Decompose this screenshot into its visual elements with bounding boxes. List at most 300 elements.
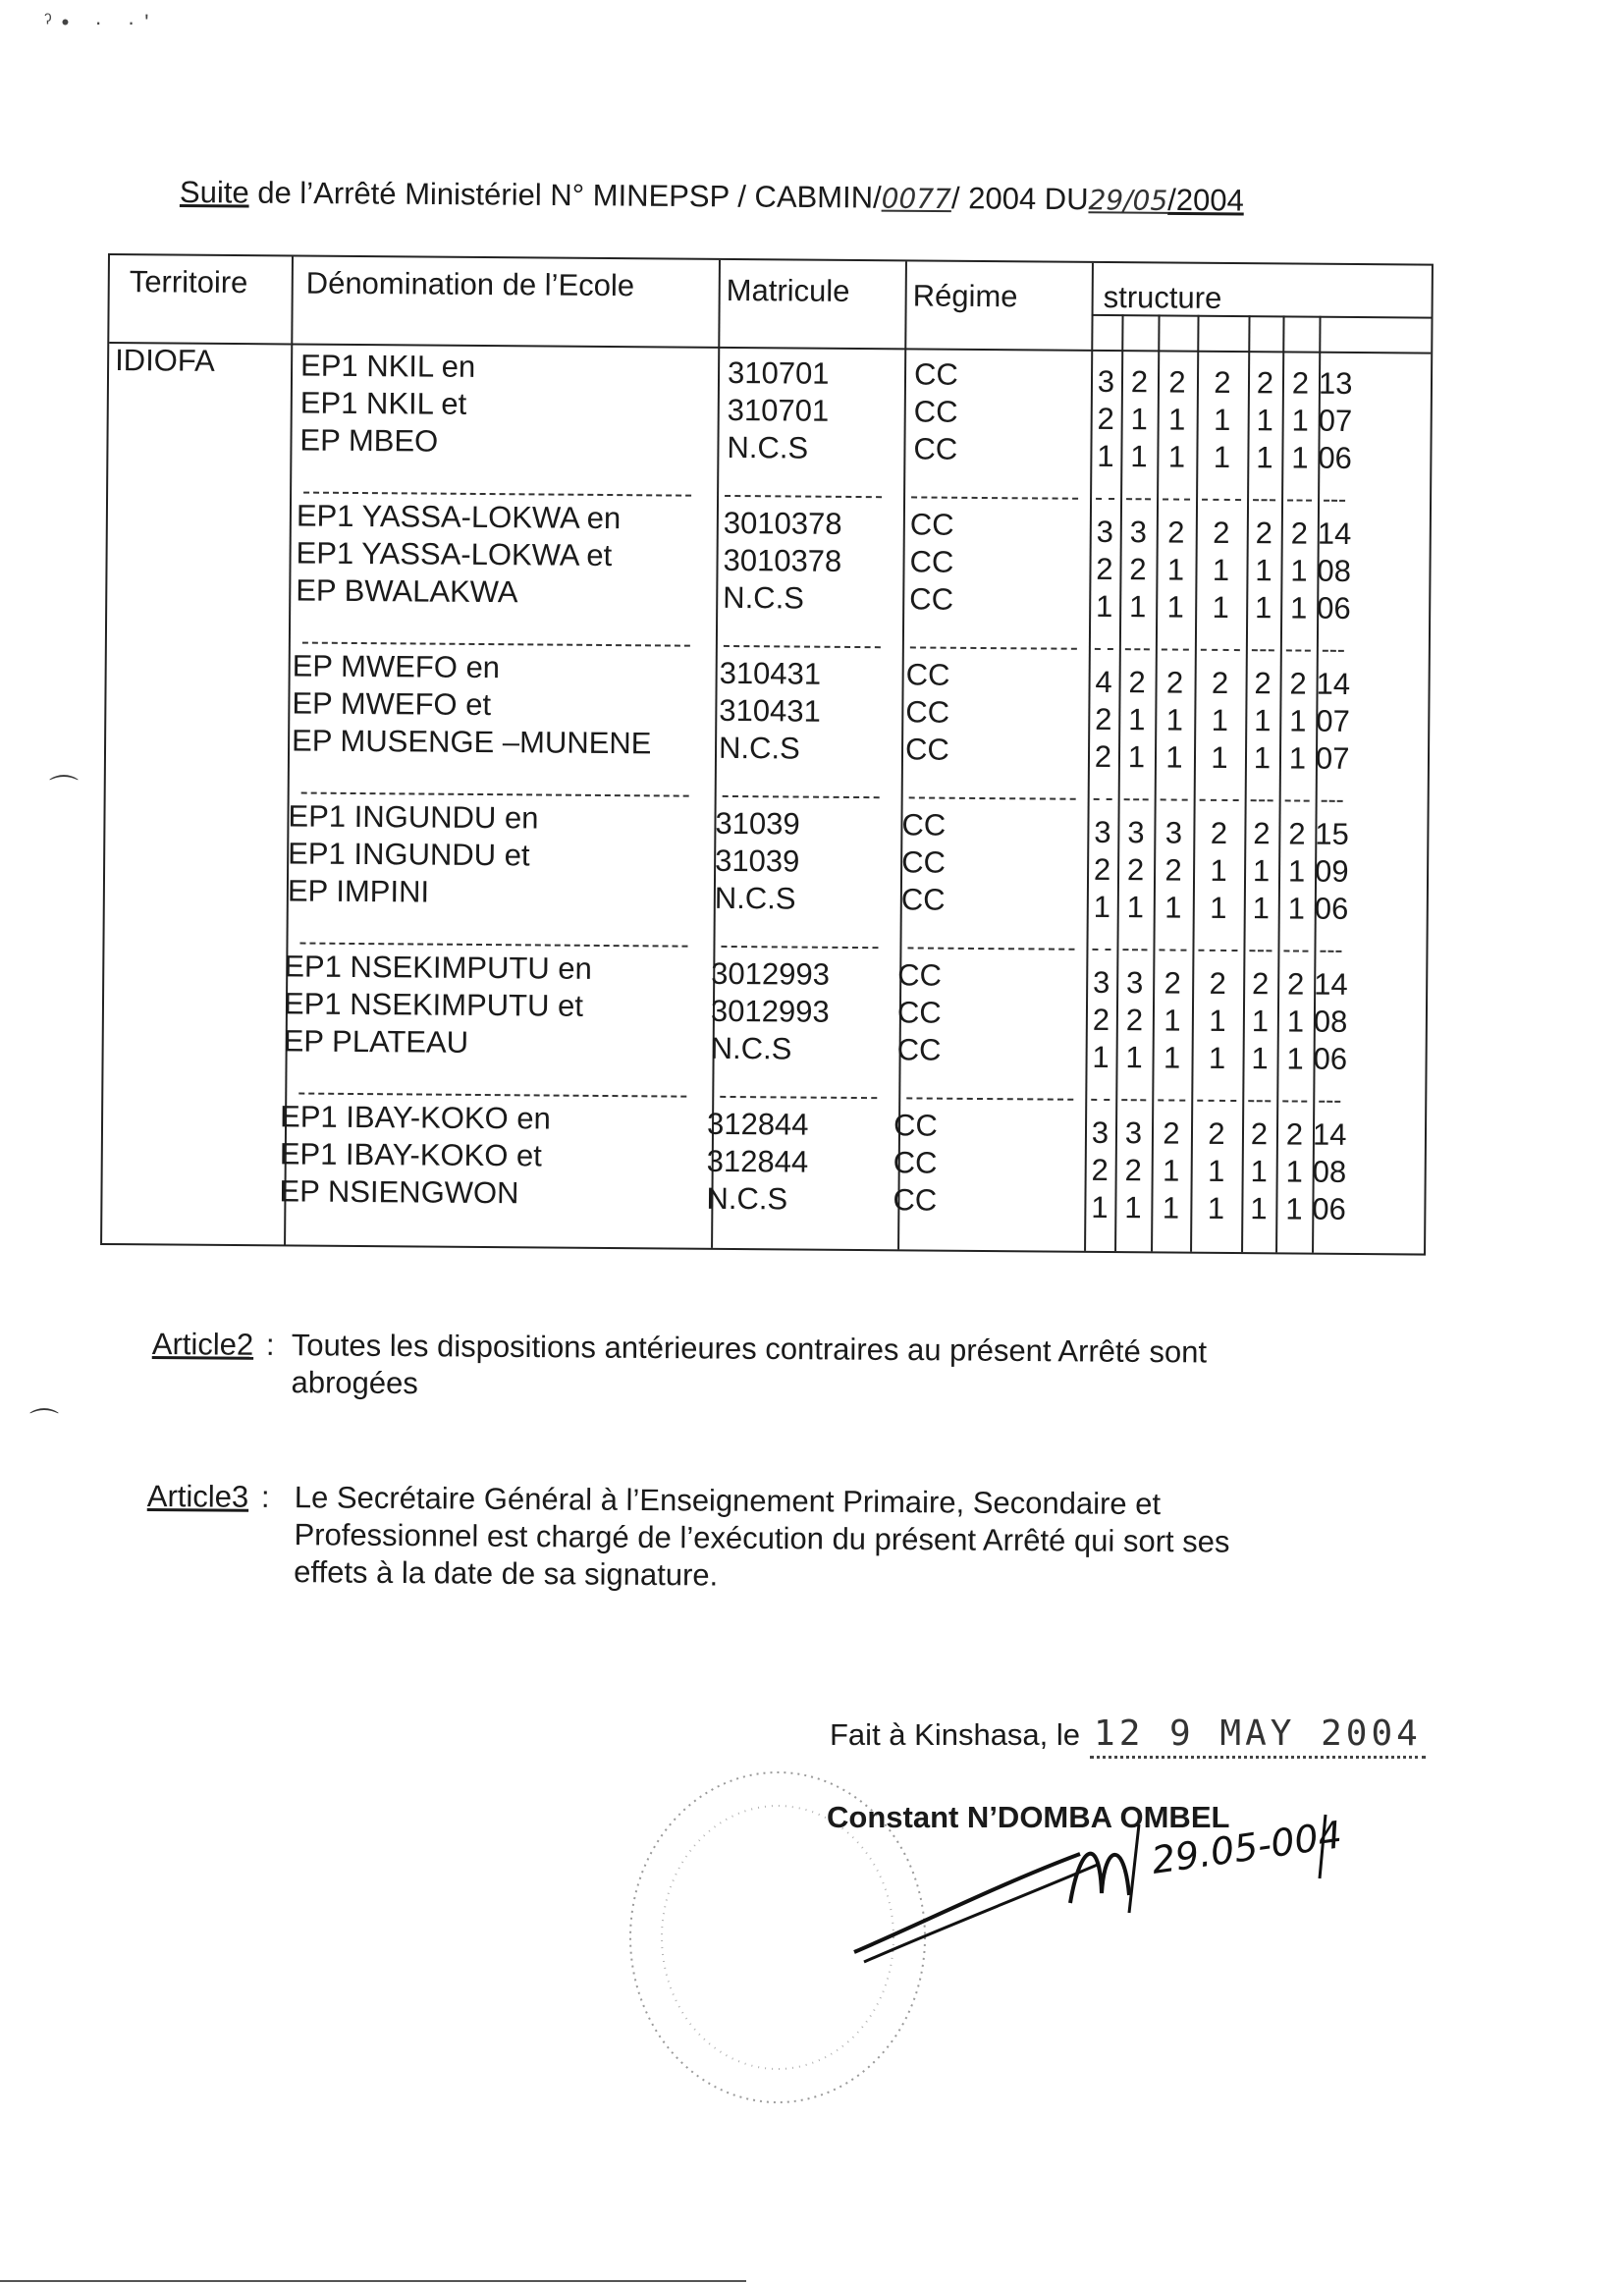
school-name: EP1 YASSA-LOKWA en: [296, 498, 622, 536]
structure-value: 1: [1256, 403, 1273, 438]
group-separator: [1158, 1099, 1185, 1101]
structure-value: 06: [1318, 440, 1353, 475]
structure-value: 1: [1091, 1189, 1109, 1225]
school-name: EP1 INGUNDU et: [288, 836, 530, 873]
structure-value: 2: [1164, 852, 1182, 888]
handwritten-decree-number: 0077: [881, 182, 952, 216]
group-separator: [1091, 1099, 1110, 1101]
structure-value: 1: [1124, 1190, 1142, 1225]
structure-column-values: [1152, 964, 1192, 1076]
structure-value: 1: [1207, 1190, 1225, 1225]
article-2: Article2 : Toutes les dispositions antérieures contraires au présent Arrêté sont abrogées: [152, 1326, 1330, 1372]
structure-value: 2: [1095, 701, 1112, 737]
matricule: 31039: [715, 843, 800, 879]
matricule: N.C.S: [727, 429, 809, 465]
group-separator: [1125, 648, 1150, 650]
structure-value: 1: [1093, 889, 1111, 925]
structure-column-values: [1313, 966, 1347, 1078]
structure-column-values: [1281, 364, 1319, 476]
header-year: / 2004 DU: [950, 181, 1089, 217]
matricule-values: [706, 1106, 808, 1219]
structure-value: 1: [1289, 590, 1308, 625]
school-names: [279, 1098, 551, 1212]
structure-value: 07: [1316, 703, 1350, 738]
school-name: EP MUSENGE –MUNENE: [291, 723, 652, 761]
structure-value: 1: [1256, 440, 1273, 475]
structure-value: 2: [1126, 852, 1145, 888]
structure-value: 2: [1253, 816, 1271, 851]
group-separator: [1249, 950, 1272, 952]
structure-value: 2: [1288, 816, 1306, 851]
structure-column-values: [1190, 1115, 1242, 1227]
structure-value: 1: [1164, 890, 1182, 925]
group-separator: [1159, 949, 1186, 951]
structure-value: 2: [1124, 1153, 1142, 1188]
structure-value: 1: [1255, 553, 1272, 588]
structure-value: 3: [1092, 964, 1110, 1001]
structure-header-divider: [1092, 314, 1432, 319]
structure-value: 3: [1096, 514, 1114, 550]
school-names: [296, 498, 621, 613]
structure-column-values: [1194, 665, 1246, 777]
school-names: [299, 348, 475, 461]
structure-column-values: [1276, 965, 1314, 1077]
article-3-line-3: effets à la date de sa signature.: [294, 1554, 719, 1593]
regime-values: [897, 956, 943, 1068]
school-name: EP1 NKIL en: [299, 348, 476, 384]
group-separator: [1200, 799, 1239, 801]
group-separator: [1202, 499, 1241, 501]
regime: CC: [897, 957, 943, 993]
matricule-values: [719, 655, 821, 768]
matricule: 3010378: [723, 505, 842, 541]
article-3-line-2: Professionnel est chargé de l’exécution du présent Arrêté qui sort ses: [294, 1517, 1230, 1559]
structure-column-values: [1085, 964, 1116, 1076]
signer-name: Constant N’DOMBA OMBEL: [827, 1800, 1230, 1834]
structure-column-values: [1117, 814, 1155, 926]
structure-value: 2: [1092, 1002, 1110, 1038]
group-separator: [1253, 499, 1275, 501]
structure-value: 1: [1285, 1191, 1303, 1226]
structure-column-values: [1084, 1115, 1115, 1226]
article-3-line-1: Le Secrétaire Général à l’Enseignement Primaire, Secondaire et: [294, 1480, 1162, 1522]
structure-value: 1: [1287, 853, 1306, 889]
structure-column-values: [1242, 965, 1277, 1077]
structure-value: 1: [1207, 1153, 1225, 1188]
structure-value: 1: [1211, 702, 1229, 737]
structure-value: 1: [1125, 1040, 1143, 1075]
structure-column-values: [1312, 1116, 1346, 1228]
school-name: EP1 IBAY-KOKO et: [279, 1136, 543, 1173]
structure-value: 2: [1208, 1115, 1225, 1151]
col-header-denomination: Dénomination de l’Ecole: [305, 265, 635, 303]
structure-value: 1: [1095, 588, 1113, 625]
structure-value: 3: [1125, 965, 1144, 1001]
header-prefix: Suite: [179, 175, 249, 210]
group-separator: [1124, 798, 1149, 800]
structure-value: 1: [1251, 1041, 1269, 1076]
structure-column-values: [1088, 664, 1119, 776]
matricule: 3012993: [711, 955, 831, 992]
group-separator: [1251, 799, 1273, 801]
matricule: N.C.S: [718, 730, 800, 766]
structure-value: 14: [1312, 1116, 1347, 1152]
structure-value: 1: [1164, 1003, 1181, 1038]
structure-value: 3: [1129, 515, 1148, 550]
group-separator: [1248, 1100, 1271, 1102]
structure-value: 1: [1290, 553, 1308, 588]
structure-value: 2: [1094, 738, 1112, 775]
structure-value: 1: [1162, 1153, 1180, 1188]
structure-value: 1: [1097, 438, 1114, 474]
group-separator: [1096, 498, 1114, 500]
structure-value: 1: [1162, 1190, 1180, 1225]
structure-value: 1: [1291, 440, 1309, 475]
regime-values: [905, 656, 950, 768]
structure-value: 2: [1289, 666, 1307, 701]
regime: CC: [905, 657, 950, 692]
group-separator: [1322, 800, 1343, 802]
structure-value: 08: [1317, 553, 1352, 588]
structure-column-values: [1155, 664, 1195, 776]
regime: CC: [901, 844, 947, 880]
school-name: EP1 NSEKIMPUTU en: [284, 949, 592, 986]
regime: CC: [893, 1182, 938, 1218]
regime-values: [901, 806, 947, 918]
structure-value: 3: [1127, 815, 1145, 850]
col-header-regime: Régime: [912, 278, 1018, 314]
regime: CC: [896, 995, 942, 1030]
matricule-values: [727, 354, 829, 467]
group-separator: [1162, 648, 1189, 650]
group-separator: [911, 496, 1078, 499]
school-name: EP1 NKIL et: [299, 385, 467, 421]
structure-value: 3: [1094, 814, 1111, 850]
signature-date: 29.05-004: [1149, 1813, 1345, 1882]
structure-column-values: [1119, 514, 1157, 625]
structure-value: 2: [1091, 1152, 1109, 1188]
structure-column-values: [1279, 665, 1317, 777]
structure-value: 1: [1250, 1154, 1268, 1189]
structure-value: 1: [1287, 891, 1306, 926]
article-3-label: Article3: [146, 1479, 249, 1514]
structure-value: 07: [1315, 740, 1350, 776]
structure-value: 06: [1312, 1191, 1347, 1226]
structure-value: 1: [1210, 852, 1227, 888]
structure-value: 1: [1165, 702, 1184, 737]
regime: CC: [896, 1032, 942, 1067]
structure-column-values: [1317, 516, 1351, 627]
structure-value: 1: [1286, 1004, 1305, 1039]
regime: CC: [905, 694, 950, 730]
structure-value: 2: [1210, 815, 1228, 850]
group-separator: [907, 947, 1074, 950]
structure-value: 1: [1127, 739, 1146, 775]
regime: CC: [901, 807, 947, 843]
structure-value: 2: [1290, 516, 1309, 551]
regime: CC: [893, 1108, 938, 1143]
structure-column-values: [1191, 965, 1243, 1077]
structure-value: 2: [1093, 851, 1111, 888]
school-name: EP MWEFO et: [292, 685, 492, 723]
structure-column-values: [1278, 815, 1316, 927]
matricule: N.C.S: [723, 579, 805, 616]
matricule: 310431: [719, 692, 821, 729]
structure-column-values: [1318, 365, 1352, 477]
structure-value: 09: [1314, 853, 1349, 889]
structure-value: 2: [1209, 965, 1226, 1001]
place-label: Fait à Kinshasa, le: [830, 1717, 1081, 1752]
school-names: [292, 647, 652, 762]
structure-value: 1: [1128, 589, 1147, 625]
matricule: N.C.S: [706, 1180, 788, 1217]
regime: CC: [900, 882, 946, 917]
structure-column-values: [1118, 664, 1156, 776]
col-header-structure: structure: [1103, 279, 1222, 315]
structure-value: 1: [1285, 1154, 1303, 1189]
structure-value: 2: [1285, 1116, 1304, 1152]
group-separator: [1201, 649, 1240, 651]
school-names: [288, 797, 539, 911]
structure-value: 1: [1212, 589, 1229, 625]
structure-column-values: [1120, 363, 1158, 475]
structure-value: 3: [1091, 1115, 1110, 1151]
matricule: 310701: [727, 392, 830, 428]
structure-value: 3: [1097, 363, 1115, 400]
place-and-date: [830, 1713, 1426, 1759]
structure-value: 06: [1317, 590, 1351, 625]
regime-values: [909, 506, 954, 618]
regime-values: [913, 355, 958, 467]
structure-value: 1: [1166, 589, 1184, 625]
structure-column-values: [1157, 363, 1197, 475]
structure-value: 15: [1315, 816, 1350, 851]
structure-value: 1: [1130, 402, 1148, 437]
group-separator: [1252, 649, 1274, 651]
margin-mark: ⌒: [49, 775, 79, 807]
structure-value: 1: [1126, 890, 1145, 925]
structure-column-values: [1316, 666, 1350, 778]
decree-reference-header: [180, 175, 1358, 219]
structure-column-values: [1154, 814, 1194, 926]
structure-value: 1: [1252, 891, 1271, 926]
group-separator: [721, 946, 878, 949]
structure-column-values: [1196, 364, 1248, 476]
regime-values: [893, 1107, 938, 1219]
structure-value: 1: [1130, 439, 1148, 474]
school-name: EP1 YASSA-LOKWA et: [296, 535, 613, 573]
matricule: 312844: [706, 1143, 809, 1179]
group-separator: [906, 1097, 1073, 1100]
structure-value: 1: [1212, 552, 1230, 587]
school-names: [284, 948, 592, 1061]
structure-value: 2: [1211, 665, 1229, 700]
structure-value: 1: [1289, 703, 1307, 738]
group-separator: [1285, 799, 1310, 801]
structure-column-values: [1087, 814, 1118, 926]
structure-value: 14: [1317, 516, 1352, 551]
matricule-values: [715, 805, 800, 918]
structure-value: 2: [1214, 364, 1231, 400]
structure-column-values: [1315, 816, 1349, 928]
group-separator: [1198, 950, 1237, 952]
structure-value: 1: [1286, 1041, 1304, 1076]
structure-value: 1: [1254, 590, 1272, 625]
bottom-rule: [0, 2280, 746, 2282]
structure-value: 2: [1255, 516, 1273, 551]
structure-value: 1: [1254, 703, 1272, 738]
group-separator: [1320, 951, 1341, 952]
structure-value: 2: [1125, 1003, 1144, 1038]
structure-value: 13: [1318, 365, 1353, 401]
group-separator: [302, 642, 690, 647]
structure-value: 1: [1291, 403, 1309, 438]
matricule: 310431: [719, 655, 822, 691]
structure-value: 07: [1318, 403, 1353, 438]
group-separator: [1094, 798, 1112, 800]
date-stamp: 12 9 MAY 2004: [1090, 1713, 1426, 1759]
matricule: N.C.S: [714, 880, 796, 916]
structure-value: 1: [1251, 1004, 1270, 1039]
group-separator: [725, 495, 882, 498]
structure-column-values: [1275, 1115, 1313, 1227]
structure-value: 1: [1213, 402, 1231, 437]
structure-value: 2: [1130, 364, 1149, 400]
school-name: EP IMPINI: [287, 873, 430, 909]
regime: CC: [893, 1145, 938, 1180]
structure-column-values: [1280, 515, 1318, 626]
structure-value: 14: [1314, 966, 1348, 1002]
structure-value: 1: [1092, 1039, 1110, 1075]
matricule-values: [711, 955, 831, 1068]
structure-value: 1: [1128, 702, 1146, 737]
structure-value: 3: [1164, 815, 1183, 850]
structure-value: 2: [1213, 515, 1230, 550]
matricule: N.C.S: [710, 1030, 792, 1066]
structure-value: 3: [1124, 1115, 1143, 1151]
regime: CC: [913, 394, 958, 429]
group-separator: [1122, 949, 1147, 951]
structure-value: 2: [1165, 665, 1184, 700]
matricule: 3012993: [710, 993, 830, 1029]
structure-value: 2: [1250, 1116, 1269, 1152]
col-header-matricule: Matricule: [726, 272, 850, 308]
structure-value: 2: [1256, 365, 1274, 401]
regime: CC: [913, 356, 958, 392]
structure-value: 06: [1314, 891, 1349, 926]
group-separator: [1282, 1100, 1307, 1102]
group-separator: [1126, 498, 1151, 500]
structure-column-values: [1089, 514, 1120, 625]
margin-mark: ⌒: [29, 1408, 59, 1441]
structure-column-values: [1156, 514, 1196, 625]
structure-value: 2: [1168, 364, 1186, 400]
regime: CC: [913, 431, 958, 466]
structure-value: 14: [1316, 666, 1351, 701]
matricule: 3010378: [723, 542, 842, 578]
school-name: EP MBEO: [299, 422, 439, 459]
structure-value: 1: [1252, 853, 1271, 889]
structure-value: 08: [1312, 1154, 1347, 1189]
article-2-line-2: abrogées: [291, 1365, 418, 1401]
handwritten-decree-date: 29/05: [1088, 184, 1168, 217]
structure-column-values: [1115, 964, 1153, 1076]
structure-column-values: [1114, 1115, 1152, 1226]
structure-value: 1: [1166, 552, 1185, 587]
article-2-line-1: Toutes les dispositions antérieures contraires au présent Arrêté sont: [291, 1328, 1208, 1370]
group-separator: [910, 646, 1077, 649]
group-separator: [1323, 650, 1344, 652]
group-separator: [1163, 498, 1190, 500]
header-year-suffix: /2004: [1167, 182, 1244, 218]
structure-column-values: [1241, 1115, 1276, 1227]
structure-value: 1: [1167, 402, 1186, 437]
school-name: EP PLATEAU: [283, 1023, 469, 1060]
group-separator: [299, 943, 687, 948]
structure-value: 2: [1128, 665, 1146, 700]
group-separator: [303, 492, 691, 497]
school-name: EP1 NSEKIMPUTU et: [283, 986, 584, 1023]
structure-value: 1: [1213, 439, 1231, 474]
structure-column-values: [1245, 665, 1280, 777]
group-separator: [1283, 950, 1308, 952]
group-separator: [1092, 949, 1110, 951]
structure-value: 2: [1097, 401, 1114, 437]
regime: CC: [909, 507, 954, 542]
structure-value: 4: [1095, 664, 1112, 700]
article-2-label: Article2: [151, 1327, 254, 1362]
structure-value: 2: [1251, 966, 1270, 1002]
scan-specks: ˀ• · ·ʹ: [44, 10, 159, 34]
col-header-territoire: Territoire: [129, 264, 248, 300]
regime: CC: [909, 581, 954, 617]
header-title: de l’Arrêté Ministériel N° MINEPSP / CABMIN/: [248, 175, 882, 215]
group-separator: [298, 1093, 686, 1098]
structure-value: 2: [1129, 552, 1147, 587]
article-3: Article3 : Le Secrétaire Général à l’Enseignement Primaire, Secondaire et Professionnel est chargé de l’exécution du présent Arrêté qui sort ses effets à la date de sa signature.: [147, 1478, 1345, 1525]
group-separator: [1121, 1099, 1146, 1101]
structure-column-values: [1151, 1115, 1191, 1226]
group-separator: [909, 796, 1076, 799]
schools-table: [100, 253, 1434, 1256]
territoire-value: IDIOFA: [115, 343, 215, 378]
handwritten-signature: [844, 1805, 1355, 2001]
school-name: EP BWALAKWA: [296, 572, 518, 610]
group-separator: [720, 1096, 877, 1099]
structure-value: 1: [1253, 740, 1272, 776]
group-separator: [1095, 648, 1113, 650]
matricule: 310701: [727, 354, 830, 391]
school-name: EP MWEFO en: [292, 648, 501, 685]
group-separator: [1286, 649, 1311, 651]
structure-column-values: [1193, 815, 1245, 927]
structure-value: 1: [1208, 1040, 1226, 1075]
structure-value: 2: [1163, 1115, 1180, 1151]
structure-value: 2: [1291, 365, 1310, 401]
structure-column-values: [1090, 363, 1121, 475]
structure-value: 1: [1165, 739, 1183, 775]
group-separator: [1197, 1100, 1236, 1102]
structure-value: 2: [1167, 515, 1185, 550]
structure-value: 06: [1313, 1041, 1348, 1076]
regime: CC: [904, 732, 949, 767]
school-name: EP1 INGUNDU en: [288, 798, 539, 836]
structure-column-values: [1246, 515, 1281, 626]
structure-value: 2: [1164, 965, 1181, 1001]
structure-value: 1: [1211, 739, 1228, 775]
structure-value: 1: [1250, 1191, 1268, 1226]
structure-value: 2: [1096, 551, 1113, 587]
